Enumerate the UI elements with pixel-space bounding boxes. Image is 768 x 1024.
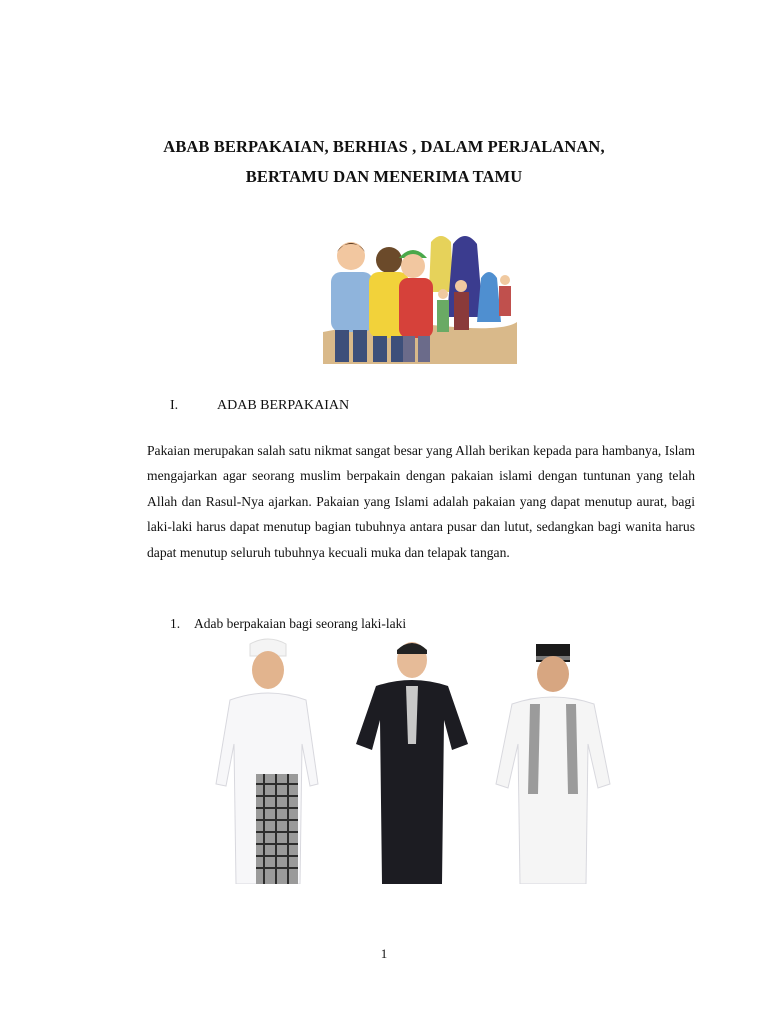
section-number: I. [170,398,179,413]
children-greeting-illustration [323,222,517,364]
document-title-line-2: BERTAMU DAN MENERIMA TAMU [245,167,523,186]
subsection-heading: Adab berpakaian bagi seorang laki-laki [194,616,407,631]
section-heading: ADAB BERPAKAIAN [217,398,350,413]
subsection-number: 1. [170,616,181,631]
document-title-line-1: ABAB BERPAKAIAN, BERHIAS , DALAM PERJALANAN, [163,137,605,156]
page-number: 1 [380,946,388,961]
body-paragraph: Pakaian merupakan salah satu nikmat sangat besar yang Allah berikan kepada para hambanya, Islam mengajarkan agar seorang muslim berpakain dengan pakaian islami dengan tuntunan yang telah Allah dan Rasul-Nya ajarkan. Pakaian yang Islami adalah pakaian yang dapat menutup aurat, bagi laki-laki harus dapat menutup bagian tubuhnya antara pusar dan lutut, sedangkan bagi wanita harus dapat menutup seluruh tubuhnya kecuali muka dan telapak tangan. [147,443,695,560]
three-men-muslim-clothing-photo [190,634,626,884]
